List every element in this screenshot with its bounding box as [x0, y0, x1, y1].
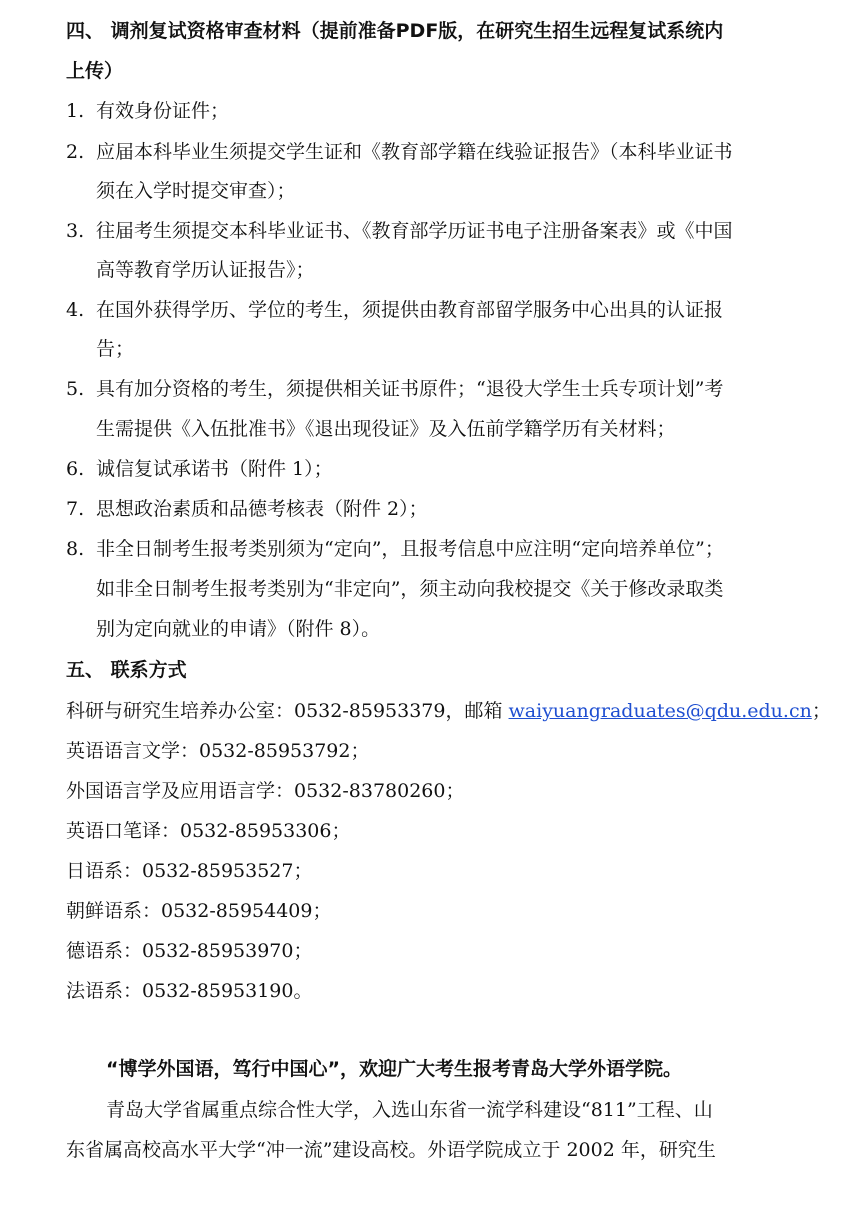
list-item-text: 具有加分资格的考生，须提供相关证书原件；“退役大学生士兵专项计划”考 [96, 378, 724, 400]
list-item-text: 思想政治素质和品德考核表（附件 2）； [96, 498, 428, 520]
list-item [66, 299, 723, 321]
list-item-text: 往届考生须提交本科毕业证书、《教育部学历证书电子注册备案表》或《中国 [96, 220, 733, 242]
list-item-continued: 别为定向就业的申请》（附件 8）。 [96, 618, 381, 640]
office-contact-tail: ； [811, 700, 831, 722]
list-item [66, 141, 733, 163]
contact-line: 英语口笔译：0532-85953306； [66, 820, 351, 842]
list-item-number: 6. [66, 458, 85, 480]
list-item-number: 8. [66, 538, 85, 560]
list-item-continued: 生需提供《入伍批准书》《退出现役证》及入伍前学籍学历有关材料； [96, 418, 676, 440]
list-item-continued: 高等教育学历认证报告》； [96, 259, 315, 281]
list-item-text: 诚信复试承诺书（附件 1）； [96, 458, 333, 480]
list-item-text: 应届本科毕业生须提交学生证和《教育部学籍在线验证报告》（本科毕业证书 [96, 141, 733, 163]
list-item [66, 458, 333, 480]
list-item [66, 220, 733, 242]
list-item-continued: 告； [96, 338, 135, 360]
contact-line: 日语系：0532-85953527； [66, 860, 313, 882]
section-4-heading: 四、 调剂复试资格审查材料（提前准备PDF版，在研究生招生远程复试系统内 [66, 20, 724, 42]
list-item [66, 378, 723, 400]
list-item-text: 有效身份证件； [96, 100, 230, 122]
list-item-text: 非全日制考生报考类别须为“定向”，且报考信息中应注明“定向培养单位”； [96, 538, 724, 560]
list-item-number: 3. [66, 220, 85, 242]
list-item [66, 538, 724, 560]
intro-paragraph-line: 东省属高校高水平大学“冲一流”建设高校。外语学院成立于 2002 年，研究生 [66, 1139, 716, 1161]
contact-line: 法语系：0532-85953190。 [66, 980, 313, 1002]
intro-paragraph-line: 青岛大学省属重点综合性大学，入选山东省一流学科建设“811”工程、山 [106, 1099, 713, 1121]
contact-line: 英语语言文学：0532-85953792； [66, 740, 370, 762]
list-item-number: 1. [66, 100, 85, 122]
list-item-number: 7. [66, 498, 85, 520]
slogan: “博学外国语，笃行中国心”，欢迎广大考生报考青岛大学外语学院。 [106, 1058, 682, 1080]
section-5-heading: 五、 联系方式 [66, 659, 187, 681]
section-4-heading-continued: 上传） [66, 60, 124, 82]
email-link[interactable]: waiyuangraduates@qdu.edu.cn [508, 700, 812, 722]
contact-line: 德语系：0532-85953970； [66, 940, 313, 962]
list-item-continued: 如非全日制考生报考类别为“非定向”，须主动向我校提交《关于修改录取类 [96, 578, 724, 600]
list-item-continued: 须在入学时提交审查）； [96, 180, 296, 202]
list-item-number: 5. [66, 378, 85, 400]
list-item-number: 2. [66, 141, 85, 163]
list-item-text: 在国外获得学历、学位的考生，须提供由教育部留学服务中心出具的认证报 [96, 299, 724, 321]
office-contact [66, 700, 831, 722]
contact-line: 外国语言学及应用语言学：0532-83780260； [66, 780, 465, 802]
contact-line: 朝鲜语系：0532-85954409； [66, 900, 332, 922]
list-item-number: 4. [66, 299, 85, 321]
list-item [66, 498, 428, 520]
list-item [66, 100, 229, 122]
office-contact-label: 科研与研究生培养办公室：0532-85953379，邮箱 [66, 700, 509, 722]
